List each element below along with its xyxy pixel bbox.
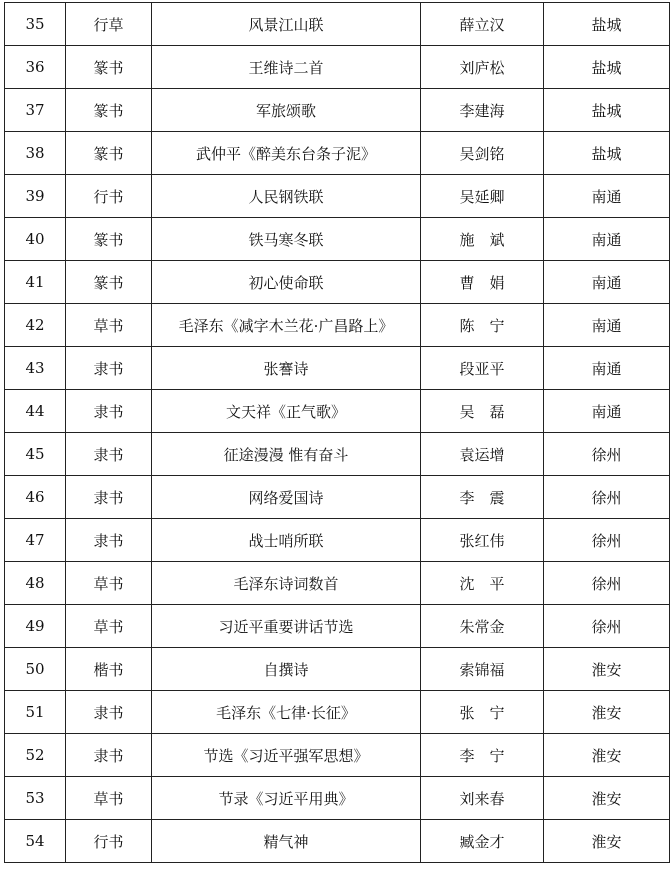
cell-author: 朱常金 xyxy=(421,605,544,648)
cell-title: 节录《习近平用典》 xyxy=(152,777,421,820)
cell-author: 李建海 xyxy=(421,89,544,132)
cell-title: 习近平重要讲话节选 xyxy=(152,605,421,648)
cell-number: 47 xyxy=(5,519,66,562)
table-row xyxy=(5,734,670,777)
cell-title: 毛泽东诗词数首 xyxy=(152,562,421,605)
cell-title: 战士哨所联 xyxy=(152,519,421,562)
cell-author: 曹 娟 xyxy=(421,261,544,304)
table-row xyxy=(5,218,670,261)
cell-style: 草书 xyxy=(66,777,152,820)
table-row xyxy=(5,347,670,390)
cell-author: 薛立汉 xyxy=(421,3,544,46)
cell-style: 篆书 xyxy=(66,46,152,89)
cell-title: 网络爱国诗 xyxy=(152,476,421,519)
cell-style: 草书 xyxy=(66,562,152,605)
cell-title: 人民钢铁联 xyxy=(152,175,421,218)
table-row xyxy=(5,132,670,175)
cell-author: 吴 磊 xyxy=(421,390,544,433)
cell-city: 南通 xyxy=(544,390,670,433)
table-row xyxy=(5,820,670,863)
cell-style: 隶书 xyxy=(66,734,152,777)
cell-number: 35 xyxy=(5,3,66,46)
cell-city: 南通 xyxy=(544,218,670,261)
cell-author: 索锦福 xyxy=(421,648,544,691)
cell-number: 42 xyxy=(5,304,66,347)
cell-city: 淮安 xyxy=(544,648,670,691)
cell-title: 武仲平《醉美东台条子泥》 xyxy=(152,132,421,175)
table-row xyxy=(5,519,670,562)
cell-number: 45 xyxy=(5,433,66,476)
cell-title: 自撰诗 xyxy=(152,648,421,691)
cell-style: 隶书 xyxy=(66,691,152,734)
cell-number: 54 xyxy=(5,820,66,863)
cell-author: 刘庐松 xyxy=(421,46,544,89)
cell-city: 南通 xyxy=(544,347,670,390)
cell-author: 沈 平 xyxy=(421,562,544,605)
table-row xyxy=(5,476,670,519)
cell-city: 徐州 xyxy=(544,562,670,605)
cell-number: 46 xyxy=(5,476,66,519)
cell-style: 篆书 xyxy=(66,218,152,261)
cell-title: 节选《习近平强军思想》 xyxy=(152,734,421,777)
cell-author: 吴剑铭 xyxy=(421,132,544,175)
cell-number: 43 xyxy=(5,347,66,390)
cell-author: 袁运增 xyxy=(421,433,544,476)
cell-style: 隶书 xyxy=(66,390,152,433)
cell-style: 行草 xyxy=(66,3,152,46)
cell-style: 草书 xyxy=(66,304,152,347)
table-row xyxy=(5,605,670,648)
cell-style: 行书 xyxy=(66,820,152,863)
cell-title: 征途漫漫 惟有奋斗 xyxy=(152,433,421,476)
cell-author: 刘来春 xyxy=(421,777,544,820)
table-row xyxy=(5,777,670,820)
cell-city: 徐州 xyxy=(544,605,670,648)
cell-style: 草书 xyxy=(66,605,152,648)
table-row xyxy=(5,89,670,132)
cell-city: 淮安 xyxy=(544,734,670,777)
cell-style: 隶书 xyxy=(66,476,152,519)
table-row xyxy=(5,46,670,89)
cell-title: 文天祥《正气歌》 xyxy=(152,390,421,433)
table-row xyxy=(5,691,670,734)
cell-city: 淮安 xyxy=(544,691,670,734)
table-row xyxy=(5,648,670,691)
cell-style: 篆书 xyxy=(66,261,152,304)
cell-number: 39 xyxy=(5,175,66,218)
cell-city: 徐州 xyxy=(544,519,670,562)
cell-author: 臧金才 xyxy=(421,820,544,863)
cell-city: 徐州 xyxy=(544,433,670,476)
cell-number: 52 xyxy=(5,734,66,777)
cell-number: 50 xyxy=(5,648,66,691)
cell-city: 南通 xyxy=(544,261,670,304)
cell-city: 盐城 xyxy=(544,132,670,175)
cell-title: 王维诗二首 xyxy=(152,46,421,89)
cell-style: 隶书 xyxy=(66,519,152,562)
cell-number: 51 xyxy=(5,691,66,734)
table-row xyxy=(5,261,670,304)
cell-title: 毛泽东《七律·长征》 xyxy=(152,691,421,734)
cell-style: 行书 xyxy=(66,175,152,218)
cell-style: 隶书 xyxy=(66,433,152,476)
cell-title: 风景江山联 xyxy=(152,3,421,46)
cell-title: 张謇诗 xyxy=(152,347,421,390)
cell-city: 南通 xyxy=(544,304,670,347)
cell-author: 吴延卿 xyxy=(421,175,544,218)
table-row xyxy=(5,433,670,476)
cell-author: 张红伟 xyxy=(421,519,544,562)
table-row xyxy=(5,562,670,605)
cell-city: 盐城 xyxy=(544,46,670,89)
cell-city: 淮安 xyxy=(544,820,670,863)
table-row xyxy=(5,390,670,433)
table-row xyxy=(5,175,670,218)
cell-number: 48 xyxy=(5,562,66,605)
cell-style: 篆书 xyxy=(66,132,152,175)
works-table xyxy=(4,2,670,863)
cell-number: 49 xyxy=(5,605,66,648)
cell-author: 陈 宁 xyxy=(421,304,544,347)
table-row xyxy=(5,304,670,347)
cell-author: 段亚平 xyxy=(421,347,544,390)
cell-number: 37 xyxy=(5,89,66,132)
cell-author: 张 宁 xyxy=(421,691,544,734)
cell-style: 篆书 xyxy=(66,89,152,132)
cell-author: 李 宁 xyxy=(421,734,544,777)
cell-title: 军旅颂歌 xyxy=(152,89,421,132)
cell-city: 徐州 xyxy=(544,476,670,519)
cell-city: 淮安 xyxy=(544,777,670,820)
table-row xyxy=(5,3,670,46)
cell-title: 毛泽东《减字木兰花·广昌路上》 xyxy=(152,304,421,347)
cell-number: 44 xyxy=(5,390,66,433)
cell-city: 盐城 xyxy=(544,89,670,132)
cell-title: 精气神 xyxy=(152,820,421,863)
cell-number: 38 xyxy=(5,132,66,175)
cell-author: 李 震 xyxy=(421,476,544,519)
cell-title: 铁马寒冬联 xyxy=(152,218,421,261)
cell-number: 41 xyxy=(5,261,66,304)
cell-author: 施 斌 xyxy=(421,218,544,261)
cell-city: 盐城 xyxy=(544,3,670,46)
cell-city: 南通 xyxy=(544,175,670,218)
cell-number: 40 xyxy=(5,218,66,261)
cell-style: 隶书 xyxy=(66,347,152,390)
cell-number: 36 xyxy=(5,46,66,89)
cell-number: 53 xyxy=(5,777,66,820)
cell-title: 初心使命联 xyxy=(152,261,421,304)
cell-style: 楷书 xyxy=(66,648,152,691)
